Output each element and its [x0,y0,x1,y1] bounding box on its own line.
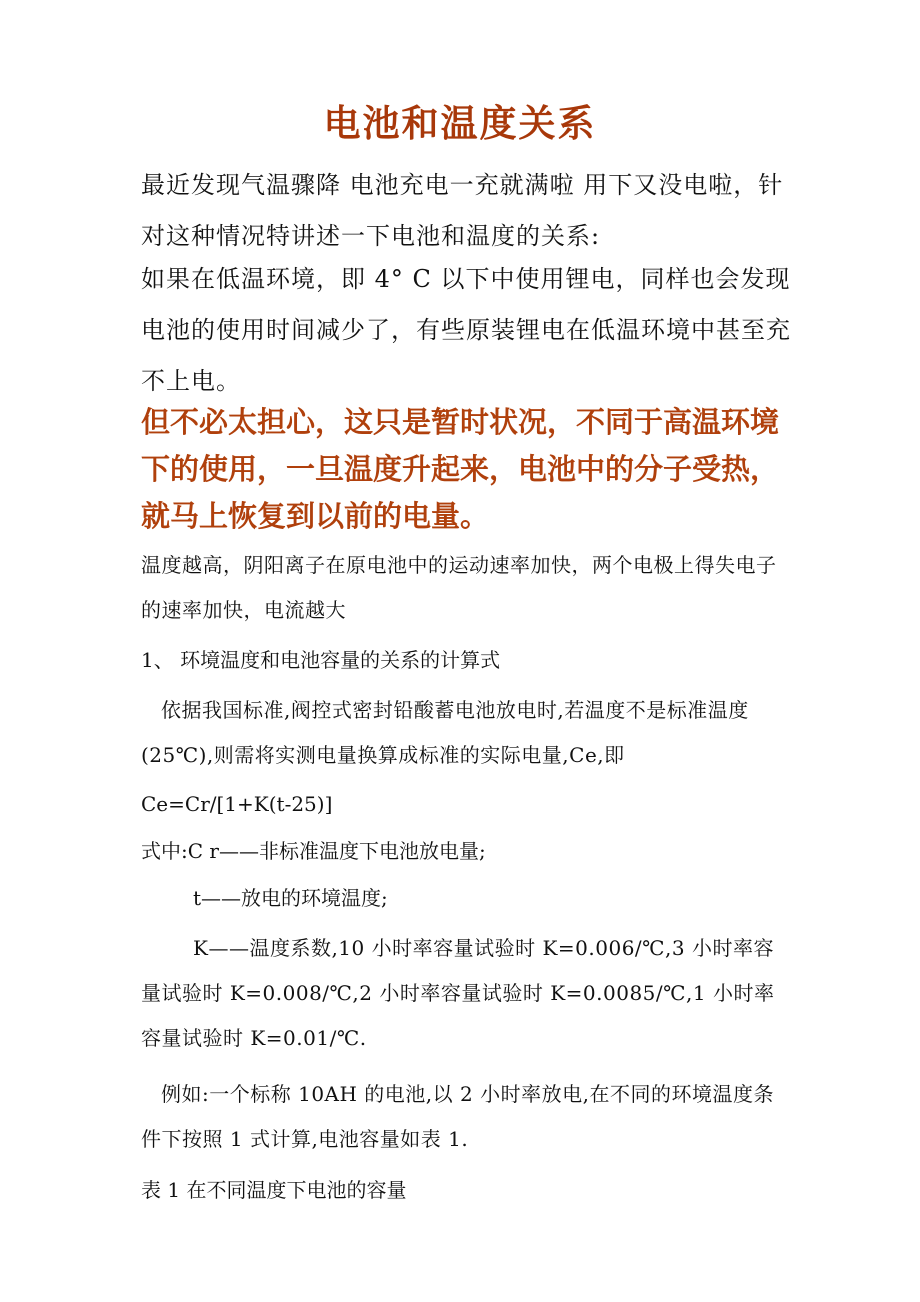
definition-t: t——放电的环境温度; [193,886,388,910]
example-paragraph: 例如:一个标称 10AH 的电池,以 2 小时率放电,在不同的环境温度条件下按照 1 式计算,电池容量如表 1. [141,1082,774,1151]
table-caption: 表 1 在不同温度下电池的容量 [141,1178,407,1202]
section-heading-1: 1、 环境温度和电池容量的关系的计算式 [141,648,501,672]
document-title: 电池和温度关系 [323,101,597,145]
highlight-paragraph: 但不必太担心，这只是暂时状况，不同于高温环境下的使用，一旦温度升起来，电池中的分子受热，就马上恢复到以前的电量。 [141,405,780,533]
intro-paragraph: 最近发现气温骤降 电池充电一充就满啦 用下又没电啦，针对这种情况特讲述一下电池和温度的关系: [141,171,784,250]
definition-k: K——温度系数,10 小时率容量试验时 K=0.006/℃,3 小时率容量试验时 K=0.008/℃,2 小时率容量试验时 K=0.0085/℃,1 小时率容量试验时 K=0.01/℃. [141,936,775,1050]
standard-paragraph: 依据我国标准,阀控式密封铅酸蓄电池放电时,若温度不是标准温度(25℃),则需将实测电量换算成标准的实际电量,Ce,即 [141,698,749,767]
explanation-paragraph: 温度越高，阴阳离子在原电池中的运动速率加快，两个电极上得失电子的速率加快，电流越大 [141,553,777,622]
formula: Ce=Cr/[1+K(t-25)] [141,792,333,816]
definition-cr: 式中:C r——非标准温度下电池放电量; [141,839,486,863]
low-temperature-paragraph: 如果在低温环境，即 4° C 以下中使用锂电，同样也会发现电池的使用时间减少了，有些原装锂电在低温环境中甚至充不上电。 [141,265,791,395]
